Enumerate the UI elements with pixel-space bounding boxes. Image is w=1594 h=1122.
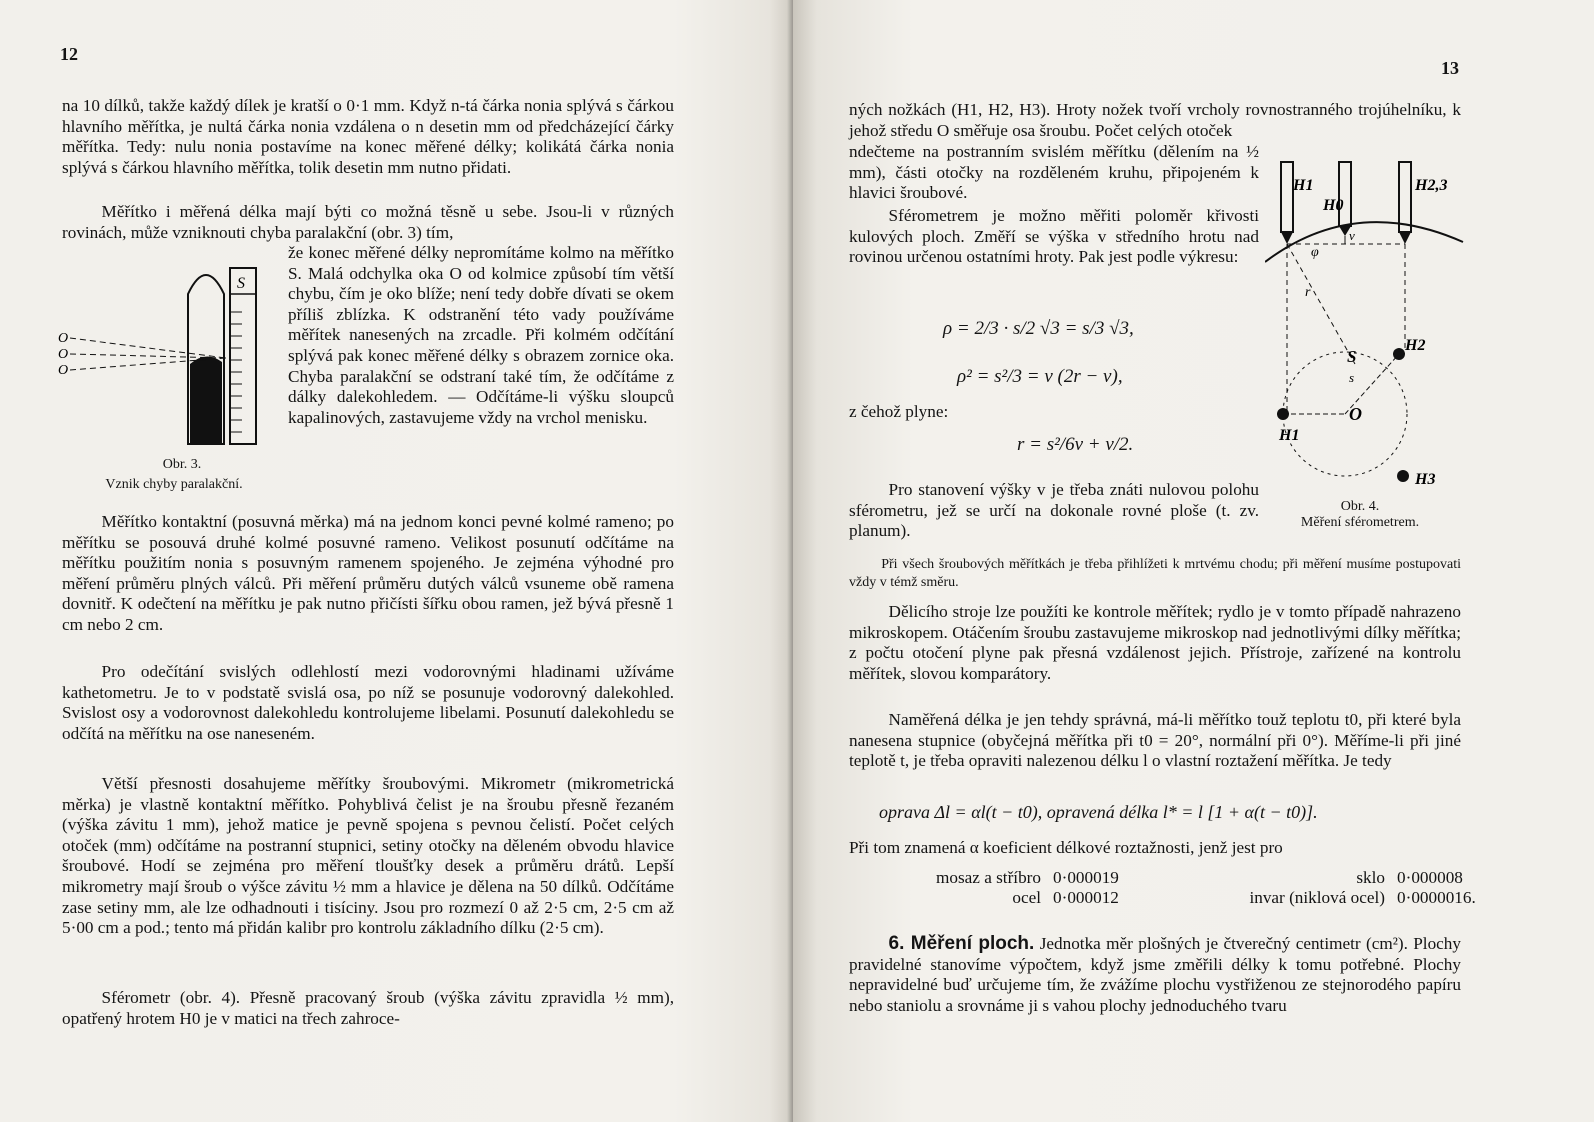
- dividing-machine-paragraph: Dělicího stroje lze použíti ke kontrole měřítek; rydlo je v tomto případě nahrazeno mikroskopem. Otáčením šroubu zastavujeme mikroskop nad jednotlivými dílky měřítka; z počtu otočení plyne pak přesná vzdálenost jejich. Přístroje, zařízené na kontrolu měřítek, slovou komparátory.: [849, 602, 1461, 683]
- coef-value: 0·000008: [1397, 868, 1463, 887]
- contact-scale-paragraph: Měřítko kontaktní (posuvná měrka) má na jednom konci pevné kolmé rameno; po měřítku se posouvá druhé kolmé posuvné rameno. Velikost posunutí odčítáme na měřítku použitím nonia s posuvným ramenem spojeného. Je zejména výhodné pro měření průměru plných válců. Při měření průměru dutých válců vsuneme obě ramena dovnitř. K odečtení na měřítku je pak nutno přičísti šířku obou ramen, jež bývá přesně 1 cm nebo 2 cm.: [62, 512, 674, 634]
- figure-3-caption-text: Vznik chyby paralakční.: [105, 477, 243, 492]
- coefficient-intro: Při tom znamená α koeficient délkové roztažnosti, jenž jest pro: [849, 838, 1283, 857]
- figure-4-label-r: r: [1305, 285, 1311, 300]
- from-which-text: z čehož plyne:: [849, 402, 949, 421]
- zero-position-paragraph: Pro stanovení výšky v je třeba znáti nulovou polohu sférometru, jež se určí na dokonale rovné ploše (t. zv. planum).: [849, 480, 1259, 541]
- figure-4-label-h2: H2: [1405, 337, 1426, 354]
- figure-4-label-s-upper: S: [1347, 347, 1357, 366]
- right-page: [793, 0, 1594, 1122]
- equation-radius: r = s²/6v + v/2.: [1017, 434, 1134, 455]
- parallax-lead-paragraph: Měřítko i měřená délka mají býti co možná těsně u sebe. Jsou-li v různých rovinách, může vzniknouti chyba paralakční (obr. 3) tím,: [62, 202, 674, 242]
- coef-name: sklo: [1356, 868, 1385, 887]
- figure-3-drawing: [56, 254, 278, 464]
- table-row: [865, 888, 1482, 908]
- figure-3-label-o3: O: [58, 363, 69, 378]
- figure-4-drawing: [1265, 150, 1465, 490]
- left-page: [0, 0, 793, 1122]
- figure-3-label-s: S: [237, 275, 245, 292]
- figure-4-label-h23: H2,3: [1415, 177, 1448, 194]
- parallax-wrap-paragraph: že konec měřené délky nepromítáme kolmo na měřítko S. Malá odchylka oka O od kolmice způsobí tím větší chybu, čím je oko blíže; není tedy dobře dívati se okem příliš zblízka. K odstranění této vady používáme měřítek nanesených na zrcadle. Při kolmém odčítání splývá pak konec měřené délky s obrazem zornice oka. Chyba paralakční se odstraní také tím, že odčítáme z dálky dalekohledem. — Odčítáme-li výšku sloupců kapalinových, zastavujeme vždy na vrchol menisku.: [288, 243, 674, 427]
- cathetometer-paragraph: Pro odečítání svislých odlehlostí mezi vodorovnými hladinami užíváme kathetometru. Je to v podstatě svislá osa, po níž se posunuje vodorovný dalekohled. Svislost osy a vodorovnost dalekohledu kontrolujeme libelami. Posunutí dalekohledu se odčítá na měřítku na ose naneseném.: [62, 662, 674, 743]
- equation-rho: ρ = 2/3 · s/2 √3 = s/3 √3,: [943, 318, 1134, 339]
- coefficient-table: [865, 868, 1482, 908]
- area-section: [849, 934, 1461, 1016]
- figure-4-label-phi: φ: [1311, 245, 1319, 260]
- dead-run-note: Při všech šroubových měřítkách je třeba přihlížeti k mrtvému chodu; při měření musíme postupovati vždy v témž směru.: [849, 557, 1461, 590]
- figure-4-label-h0: H0: [1323, 197, 1344, 214]
- figure-4-label-v: v: [1349, 228, 1355, 243]
- figure-4-label-h1-bottom: H1: [1279, 427, 1300, 444]
- page-number-left: 12: [60, 44, 78, 64]
- figure-3-label-o2: O: [58, 347, 69, 362]
- figure-4-caption-number: Obr. 4.: [1340, 499, 1380, 514]
- figure-4-caption-text: Měření sférometrem.: [1300, 515, 1420, 530]
- spherometer-radius-paragraph: Sférometrem je možno měřiti poloměr křivosti kulových ploch. Změří se výška v středního hrotu nad rovinou určenou ostatními hroty. Pak jest podle výkresu:: [849, 206, 1259, 267]
- coef-name: mosaz a stříbro: [935, 868, 1041, 887]
- page-number-right: 13: [1441, 58, 1459, 78]
- figure-4-label-s-lower: s: [1349, 370, 1355, 385]
- intro-paragraph: na 10 dílků, takže každý dílek je kratší o 0·1 mm. Když n-tá čárka nonia splývá s čárkou hlavního měřítka, je nultá čárka nonia vzdálena o n desetin mm od předcházející čárky měřítka. Tedy: nulu nonia postavíme na konec měřené délky; kolikátá čárka nonia splývá s čárkou hlavního měřítka, tolik desetin mm nutno přidati.: [62, 96, 674, 177]
- figure-4-label-h1-top: H1: [1293, 177, 1314, 194]
- correction-equation: oprava Δl = αl(t − t0), opravená délka l* = l [1 + α(t − t0)].: [879, 802, 1318, 822]
- figure-4-label-o: O: [1349, 404, 1362, 424]
- coef-name: ocel: [1012, 888, 1041, 907]
- section-heading: 6. Měření ploch.: [888, 933, 1035, 954]
- spherometer-intro-paragraph: Sférometr (obr. 4). Přesně pracovaný šroub (výška závitu zpravidla ½ mm), opatřený hrotem H0 je v matici na třech zahroce-: [62, 988, 674, 1028]
- coef-value: 0·000012: [1053, 888, 1119, 907]
- temperature-paragraph: Naměřená délka je jen tehdy správná, má-li měřítko touž teplotu t0, při které byla nanesena stupnice (obyčejná měřítka při t0 = 20°, normální při 0°). Měříme-li při jiné teplotě t, je třeba opraviti nalezenou délku l o vlastní roztažení měřítka. Je tedy: [849, 710, 1461, 771]
- figure-3-label-o1: O: [58, 331, 69, 346]
- spherometer-continued-paragraph: ných nožkách (H1, H2, H3). Hroty nožek tvoří vrcholy rovnostranného trojúhelníku, k jehož středu O směřuje osa šroubu. Počet celých otoček: [849, 100, 1461, 140]
- coef-value: 0·0000016.: [1397, 888, 1476, 907]
- coef-name: invar (niklová ocel): [1249, 888, 1385, 907]
- area-section-text: Jednotka měr plošných je čtverečný centimetr (cm²). Plochy pravidelné stanovíme výpočtem, když jsme změřili délky k tomu potřebné. Plochy nepravidelné buď určujeme tím, že zvážíme plochu vystřiženou ze stejnorodého papíru nebo staniolu a srovnáme ji s vahou plochy jednoduchého tvaru: [849, 934, 1461, 1015]
- figure-4-label-h3: H3: [1415, 471, 1436, 488]
- coef-value: 0·000019: [1053, 868, 1119, 887]
- figure-4: [1265, 150, 1465, 490]
- equation-rho-squared: ρ² = s²/3 = v (2r − v),: [957, 366, 1123, 387]
- table-row: [865, 868, 1482, 888]
- figure-3-caption-number: Obr. 3.: [162, 457, 202, 472]
- spherometer-wrap-paragraph: ndečteme na postranním svislém měřítku (dělením na ½ mm), části otočky na rozděleném kruhu, připojeném k hlavici šroubové.: [849, 142, 1259, 203]
- micrometer-paragraph: Větší přesnosti dosahujeme měřítky šroubovými. Mikrometr (mikrometrická měrka) je vlastně kontaktní měřítko. Pohyblivá čelist je na šroubu přesně řezaném (výška závitu 1 mm), jehož matice je pevně spojena s pevnou čelistí. Počet celých otoček (mm) odčítáme na postranní stupnici, setiny otočky na děleném obvodu hlavice šroubové. Hodí se zejména pro měření tloušťky desek a průměru drátů. Lepší mikrometry mají šroub o výšce závitu ½ mm a hlavice je dělena na 50 dílků. Odčítáme zase setiny mm, ale lze odhadnouti i tisíciny. Jsou pro rozmezí 0 až 2·5 cm, 2·5 cm až 5·00 cm a pod.; tento má přidán kalibr pro kontrolu základního dílku (2·5 cm).: [62, 774, 674, 938]
